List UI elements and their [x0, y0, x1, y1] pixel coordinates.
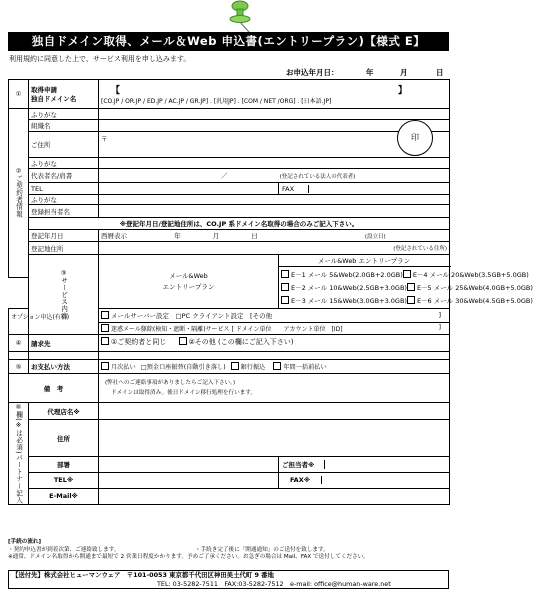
footer-line1: 【送付先】株式会社ヒューマンウェア 〒101-0053 東京都千代田区神田美土代町 9 番地 — [12, 571, 274, 579]
reg-date-label: 登記年月日 — [29, 230, 99, 242]
apply-date-label: お申込年月日： — [286, 68, 339, 77]
payment-choice — [99, 360, 450, 374]
sec1-label-line1: 取得申請 — [31, 86, 57, 94]
reg-month: 月 — [212, 232, 220, 240]
sec2-vertical-label: ご契約者情報 — [14, 175, 23, 219]
plan-e3[interactable]: E－3 メール 15&Web(3.0GB+3.0GB) — [281, 295, 407, 308]
rep-note: (登記されている法人の代表者) — [279, 174, 356, 180]
domain-options: [CO.JP / OR.JP / ED.JP / AC.JP / GR.JP] . [汎用JP] . [COM / NET /ORG] . [日本語.JP] — [101, 98, 332, 105]
partner-address-field[interactable] — [99, 420, 450, 457]
billing-label: 請求先 — [29, 335, 99, 352]
reg-date-field[interactable] — [99, 230, 450, 242]
sec3-vertical-label: サービス内容 — [59, 277, 68, 320]
rep-furigana-field[interactable] — [99, 158, 450, 169]
org-name-field[interactable] — [99, 120, 450, 132]
dept-label: 部署 — [29, 457, 99, 473]
option1-close-bracket: ] — [438, 311, 442, 319]
partner-address-label: 住所 — [29, 420, 99, 457]
partner-email-field[interactable] — [99, 488, 450, 504]
application-form — [8, 79, 533, 505]
option-label: オプション申込(有料) — [9, 309, 29, 335]
checkbox-icon — [273, 362, 281, 370]
billing-same[interactable]: ①ご契約者と同じ — [111, 338, 167, 346]
checkbox-icon — [281, 283, 289, 291]
era-label: 西暦表示 — [101, 232, 127, 240]
payment-direct-debit[interactable]: □預金口座振替(自動引き落し) — [140, 364, 226, 371]
checkbox-icon — [281, 270, 289, 278]
rep-slash: ／ — [221, 172, 228, 180]
sec3-number: ③ — [60, 269, 67, 278]
checkbox-icon — [407, 283, 415, 291]
service-label — [99, 255, 279, 309]
partner-fax-field[interactable] — [279, 473, 450, 489]
plan-checklist — [279, 267, 533, 309]
contact-label: ご担当者※ — [279, 460, 325, 469]
partner-tel-field[interactable] — [99, 473, 279, 489]
checkbox-icon — [407, 296, 415, 304]
sec3-label-cell — [29, 255, 99, 335]
payment-annual[interactable]: 年間一括前払い — [273, 364, 326, 371]
checkbox-icon — [101, 324, 109, 332]
remarks-line1: (弊社へのご連絡事項がありましたらご記入下さい。) — [105, 380, 236, 386]
checkbox-icon — [231, 362, 239, 370]
fax-label: FAX — [279, 185, 309, 193]
option-spam-filter[interactable]: 迷惑メール駆除(検知・遮断・隔離)サービス [ ドメイン単位 アカウント単位 [ID] ] — [99, 323, 450, 335]
sec2-label-cell — [9, 109, 29, 278]
sec5-number: ⑤ — [9, 360, 29, 374]
person-field[interactable] — [99, 205, 450, 218]
checkbox-icon — [101, 362, 109, 370]
service-label-line1: メール&Web — [169, 271, 208, 280]
payment-monthly[interactable]: 月次払い — [101, 364, 136, 371]
month-label: 月 — [400, 68, 408, 77]
billing-other[interactable]: ②その他 (この欄にご記入下さい) — [188, 338, 294, 346]
sec4-spacer — [9, 352, 29, 360]
day-label: 日 — [436, 68, 444, 77]
remarks-line2: ドメインは取得済み。後日ドメイン移行処理を行います。 — [111, 390, 256, 396]
option-server-setup[interactable]: メールサーバー設定 □PC クライアント設定 [その他 ] — [99, 309, 450, 323]
reg-addr-note: (登記されている住所) — [393, 246, 448, 252]
plan-e2[interactable]: E－2 メール 10&Web(2.5GB+3.0GB) — [281, 282, 407, 295]
dept-field[interactable] — [99, 457, 279, 473]
rep-furigana-label: ふりがな — [29, 158, 99, 169]
notes-line1: ・契約申込書が到着次第、ご連絡致します。 ・手続き完了後に「開通通知」のご送付を致します。 — [8, 546, 329, 553]
checkbox-icon — [101, 337, 109, 345]
year-label: 年 — [366, 68, 374, 77]
billing-other-field[interactable] — [99, 352, 450, 360]
option2-close-bracket: ] — [438, 324, 442, 331]
billing-choice[interactable] — [99, 335, 450, 352]
est-note: (設立日) — [364, 234, 386, 240]
service-label-line2: エントリープラン — [162, 282, 215, 291]
domain-bracket-close: 】 — [398, 86, 408, 96]
person-furigana-label: ふりがな — [29, 195, 99, 205]
org-furigana-field[interactable] — [99, 109, 450, 120]
payment-label: お支払い方法 — [29, 360, 99, 374]
person-label: 登録担当者名 — [29, 205, 99, 218]
payment-bank-transfer[interactable]: 銀行振込 — [231, 364, 266, 371]
postal-mark: 〒 — [101, 135, 108, 143]
checkbox-icon — [403, 270, 411, 278]
plan-e4[interactable]: E－4 メール 20&Web(3.5GB+5.0GB) — [403, 269, 529, 282]
intro-text: 利用規約に同意した上で、サービス利用を申し込みます。 — [9, 55, 191, 63]
form-title: 独自ドメイン取得、メール＆Web 申込書(エントリープラン)【様式 E】 — [8, 32, 449, 51]
plan-e5[interactable]: E－5 メール 25&Web(4.0GB+5.0GB) — [407, 282, 533, 295]
reg-addr-label: 登記地住所 — [29, 242, 99, 255]
partner-tel-label: TEL※ — [29, 473, 99, 489]
checkbox-icon — [101, 311, 109, 319]
reg-day: 日 — [251, 232, 258, 240]
tel-label: TEL — [29, 183, 99, 195]
plan-e6[interactable]: E－6 メール 30&Web(4.5GB+5.0GB) — [407, 295, 533, 308]
checkbox-icon — [179, 337, 187, 345]
checkbox-icon — [281, 296, 289, 304]
send-to-footer — [8, 570, 449, 589]
procedure-notes — [8, 539, 449, 562]
pushpin-icon — [227, 0, 257, 34]
reg-addr-field[interactable] — [99, 242, 450, 255]
seal-stamp-area: 印 — [397, 120, 433, 156]
remarks-label: 備 考 — [9, 374, 99, 403]
org-name-label: 組織名 — [29, 120, 99, 132]
sec6-label-cell — [9, 403, 29, 505]
agency-label: 代理店名※ — [29, 403, 99, 420]
agency-field[interactable] — [99, 403, 450, 420]
rep-field[interactable] — [99, 169, 450, 183]
org-furigana-label: ふりがな — [29, 109, 99, 120]
registration-note: ※登記年月日/登記地住所は、CO.JP 系ドメイン名取得の場合のみご記入下さい。 — [29, 218, 450, 230]
footer-line2: TEL: 03-5282-7511 FAX:03-5282-7512 e-mail: office@human-ware.net — [157, 580, 391, 588]
sec6-vertical-label: 欄(※は必須)パートナー記入 — [14, 411, 23, 504]
tel-field[interactable] — [99, 183, 279, 195]
partner-fax-label: FAX※ — [279, 476, 322, 484]
plan-e1[interactable]: E－1 メール 5&Web(2.0GB+2.0GB) — [281, 269, 403, 282]
sec1-label — [29, 80, 99, 109]
domain-name-field[interactable] — [99, 80, 450, 109]
sec1-label-line2: 独自ドメイン名 — [31, 95, 77, 103]
fax-field[interactable] — [279, 183, 450, 195]
sec4-number: ④ — [9, 335, 29, 352]
person-furigana-field[interactable] — [99, 195, 450, 205]
address-label: ご住所 — [29, 132, 99, 158]
sec6-number: ⑥ — [15, 403, 22, 411]
domain-bracket-open: 【 — [111, 86, 121, 96]
sec4-spacer-2 — [29, 352, 99, 360]
sec1-number: ① — [9, 80, 29, 109]
notes-heading: [手続の流れ] — [8, 539, 42, 545]
remarks-field[interactable] — [99, 374, 450, 403]
notes-line2: ※通常、ドメイン名取得から開通まで最短で 2 営業日程度かかります。予めご了承ください。お急ぎの場合は Mail、FAX で送付してください。 — [8, 554, 369, 560]
rep-label: 代表者名/肩書 — [29, 169, 99, 183]
contact-field[interactable] — [279, 457, 450, 473]
reg-year: 年 — [174, 232, 181, 240]
plan-header: メール&Web エントリープラン — [279, 255, 450, 267]
sec2-number: ② — [15, 167, 22, 176]
partner-email-label: E-Mail※ — [29, 488, 99, 504]
